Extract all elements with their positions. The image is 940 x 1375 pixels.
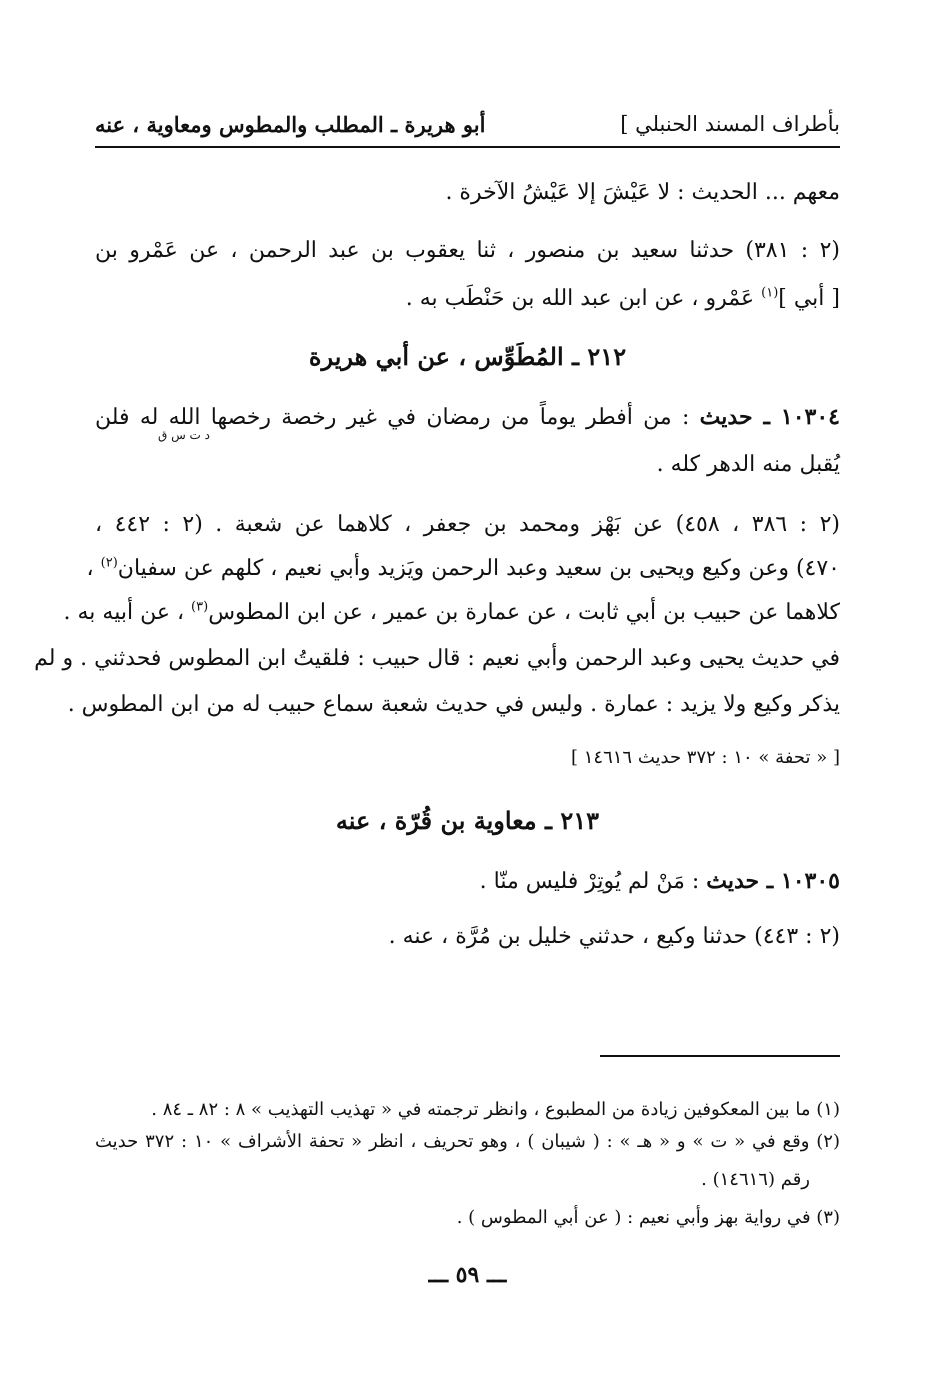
- text-segment: عَمْرو ، عن ابن عبد الله بن حَنْطَب به .: [405, 286, 762, 311]
- text-line: يذكر وكيع ولا يزيد : عمارة . وليس في حديث شعبة سماع حبيب له من ابن المطوس .: [67, 692, 840, 717]
- text-line: معهم ... الحديث : لا عَيْشَ إلا عَيْشُ الآخرة .: [445, 180, 840, 205]
- text-line: (٢ : ٤٤٣) حدثنا وكيع ، حدثني خليل بن مُرَّة ، عنه .: [388, 924, 840, 949]
- footnote-3: (٣) في رواية بهز وأبي نعيم : ( عن أبي المطوس ) .: [456, 1207, 840, 1228]
- text-segment: ٤٧٠) وعن وكيع ويحيى بن سعيد وعبد الرحمن ويَزيد وأبي نعيم ، كلهم عن سفيان: [117, 556, 840, 581]
- header-chapter-title: أبو هريرة ـ المطلب والمطوس ومعاوية ، عنه: [95, 112, 486, 137]
- footnote-ref: (٣): [191, 599, 209, 615]
- text-line: (٢ : ٣٨٦ ، ٤٥٨) عن بَهْز ومحمد بن جعفر ، كلاهما عن شعبة . (٢ : ٤٤٢ ،: [95, 512, 840, 537]
- footnote-2-cont: رقم (١٤٦١٦) .: [701, 1169, 810, 1190]
- text-line: [86, 552, 840, 586]
- text-line: [63, 596, 840, 630]
- hadith-text: : من أفطر يوماً من رمضان في غير رخصة رخصها الله له فلن: [95, 405, 700, 430]
- section-heading-212: ٢١٢ ـ المُطَوِّس ، عن أبي هريرة: [308, 342, 627, 371]
- hadith-text: : مَنْ لم يُوتِرْ فليس منّا .: [479, 869, 707, 894]
- text-line: في حديث يحيى وعبد الرحمن وأبي نعيم : قال حبيب : فلقيتُ ابن المطوس فحدثني . و لم: [34, 646, 840, 671]
- text-line: يُقبل منه الدهر كله .: [656, 452, 840, 477]
- running-header: [95, 112, 840, 148]
- footnote-2: (٢) وقع في « ت » و « هـ » : ( شيبان ) ، وهو تحريف ، انظر « تحفة الأشراف » ١٠ : ٣٧٢ حديث: [95, 1131, 840, 1152]
- text-segment: ، عن أبيه به .: [63, 600, 192, 625]
- footnote-ref: (٢): [100, 555, 118, 571]
- text-segment: ،: [86, 556, 101, 581]
- footnote-divider: [600, 1055, 840, 1057]
- hadith-10305: [95, 864, 840, 899]
- section-heading-213: ٢١٣ ـ معاوية بن قُرّة ، عنه: [335, 806, 600, 835]
- footnote-1: (١) ما بين المعكوفين زيادة من المطبوع ، وانظر ترجمته في « تهذيب التهذيب » ٨ : ٨٢ ـ ٨٤ .: [151, 1099, 840, 1120]
- hadith-sigla: د ت س ق: [157, 428, 210, 442]
- hadith-number: ١٠٣٠٤ ـ حديث: [699, 404, 840, 430]
- text-line: [95, 282, 840, 316]
- page: [34, 0, 840, 1375]
- text-line: (٢ : ٣٨١) حدثنا سعيد بن منصور ، ثنا يعقوب بن عبد الرحمن ، عن عَمْرو بن: [95, 238, 840, 263]
- text-segment: كلاهما عن حبيب بن أبي ثابت ، عن عمارة بن عمير ، عن ابن المطوس: [208, 600, 840, 625]
- footnote-ref: (١): [761, 285, 779, 301]
- hadith-number: ١٠٣٠٥ ـ حديث: [706, 868, 840, 894]
- header-book-title: بأطراف المسند الحنبلي ]: [620, 112, 840, 136]
- tuhfa-reference: [ « تحفة » ١٠ : ٣٧٢ حديث ١٤٦١٦ ]: [571, 747, 840, 768]
- page-number: ـــ ٥٩ ـــ: [428, 1262, 507, 1288]
- bracket-text: [ أبي ]: [778, 286, 840, 311]
